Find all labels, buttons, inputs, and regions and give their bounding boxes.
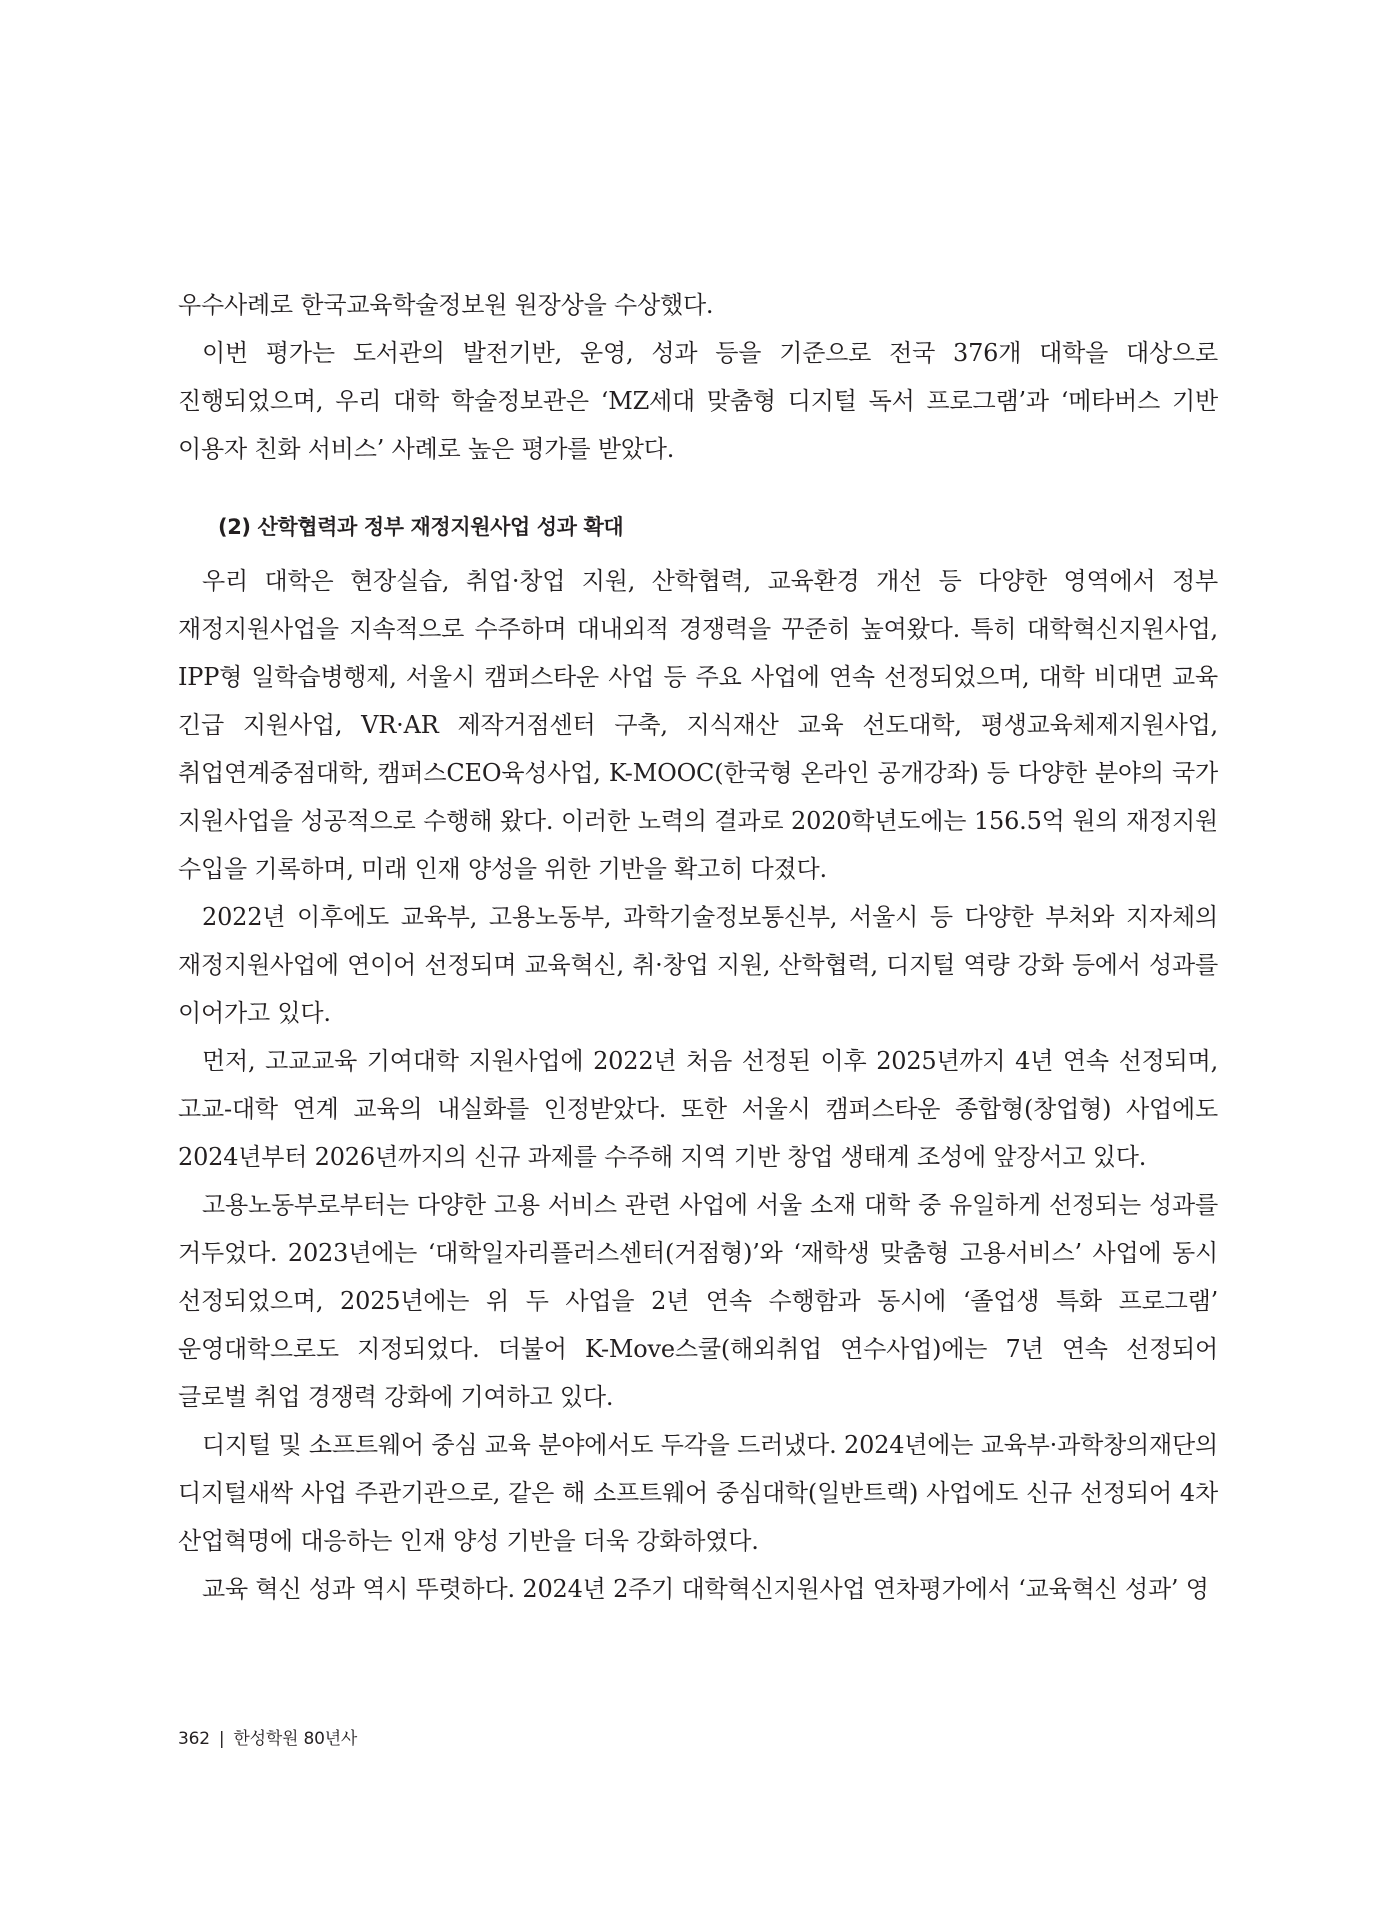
body-paragraph: 교육 혁신 성과 역시 뚜렷하다. 2024년 2주기 대학혁신지원사업 연차평가에서 ‘교육혁신 성과’ 영: [202, 1575, 1209, 1603]
body-paragraph: 먼저, 고교교육 기여대학 지원사업에 2022년 처음 선정된 이후 2025년까지 4년 연속 선정되며, 고교-대학 연계 교육의 내실화를 인정받았다. 또한 서울시 캠퍼스타운 종합형(창업형) 사업에도 2024년부터 2026년까지의 신규 과제를 수주해 지역 기반 창업 생태계 조성에 앞장서고 있다.: [178, 1047, 1218, 1171]
body-paragraph: 2022년 이후에도 교육부, 고용노동부, 과학기술정보통신부, 서울시 등 다양한 부처와 지자체의 재정지원사업에 연이어 선정되며 교육혁신, 취·창업 지원, 산학협력, 디지털 역량 강화 등에서 성과를 이어가고 있다.: [178, 903, 1218, 1027]
body-paragraph: 이번 평가는 도서관의 발전기반, 운영, 성과 등을 기준으로 전국 376개 대학을 대상으로 진행되었으며, 우리 대학 학술정보관은 ‘MZ세대 맞춤형 디지털 독서 프로그램’과 ‘메타버스 기반 이용자 친화 서비스’ 사례로 높은 평가를 받았다.: [178, 339, 1218, 463]
section-heading: (2) 산학협력과 정부 재정지원사업 성과 확대: [218, 515, 624, 539]
body-paragraph: 우리 대학은 현장실습, 취업·창업 지원, 산학협력, 교육환경 개선 등 다양한 영역에서 정부 재정지원사업을 지속적으로 수주하며 대내외적 경쟁력을 꾸준히 높여왔다. 특히 대학혁신지원사업, IPP형 일학습병행제, 서울시 캠퍼스타운 사업 등 주요 사업에 연속 선정되었으며, 대학 비대면 교육 긴급 지원사업, VR·AR 제작거점센터 구축, 지식재산 교육 선도대학, 평생교육체제지원사업, 취업연계중점대학, 캠퍼스CEO육성사업, K-MOOC(한국형 온라인 공개강좌) 등 다양한 분야의 국가 지원사업을 성공적으로 수행해 왔다. 이러한 노력의 결과로 2020학년도에는 156.5억 원의 재정지원 수입을 기록하며, 미래 인재 양성을 위한 기반을 확고히 다졌다.: [178, 567, 1218, 883]
body-paragraph: 우수사례로 한국교육학술정보원 원장상을 수상했다.: [178, 291, 714, 319]
body-paragraph: 디지털 및 소프트웨어 중심 교육 분야에서도 두각을 드러냈다. 2024년에는 교육부·과학창의재단의 디지털새싹 사업 주관기관으로, 같은 해 소프트웨어 중심대학(일반트랙) 사업에도 신규 선정되어 4차 산업혁명에 대응하는 인재 양성 기반을 더욱 강화하였다.: [178, 1431, 1218, 1555]
page-body: [178, 281, 1218, 1613]
body-paragraph: 고용노동부로부터는 다양한 고용 서비스 관련 사업에 서울 소재 대학 중 유일하게 선정되는 성과를 거두었다. 2023년에는 ‘대학일자리플러스센터(거점형)’와 ‘재학생 맞춤형 고용서비스’ 사업에 동시 선정되었으며, 2025년에는 위 두 사업을 2년 연속 수행함과 동시에 ‘졸업생 특화 프로그램’ 운영대학으로도 지정되었다. 더불어 K-Move스쿨(해외취업 연수사업)에는 7년 연속 선정되어 글로벌 취업 경쟁력 강화에 기여하고 있다.: [178, 1191, 1218, 1411]
footer-separator: |: [218, 1729, 225, 1749]
book-title: 한성학원 80년사: [233, 1729, 358, 1749]
page-number: 362: [178, 1729, 210, 1749]
page-footer: [178, 1727, 357, 1751]
